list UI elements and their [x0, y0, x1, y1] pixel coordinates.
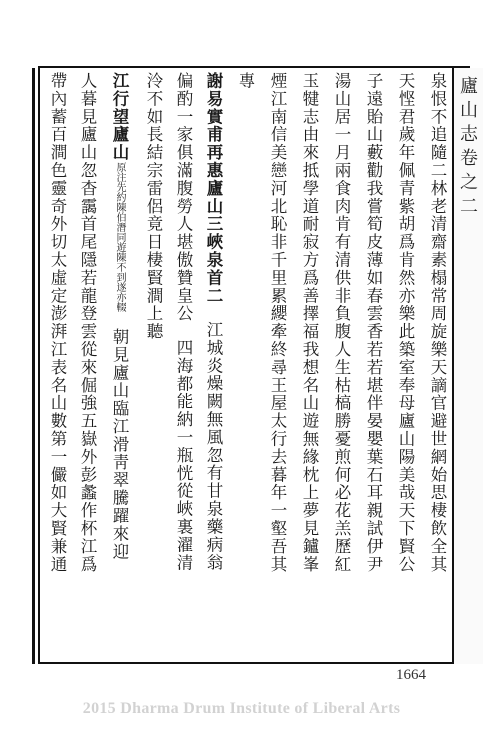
- page-number: 1664: [396, 667, 426, 683]
- poem-line: 四海都能納一瓶恍從峽裏濯清: [174, 338, 193, 572]
- text-column-12: 人暮見廬山忽杳靄首尾隱若龍登雲從來倔強五嶽外彭蠡作杯江爲: [78, 72, 97, 574]
- text-column-7: 專: [236, 72, 255, 90]
- poem-title: 江行望廬山: [110, 72, 129, 162]
- book-title-header: 廬山志卷之二: [457, 76, 478, 220]
- text-column-13: 帶內蓄百澗色靈奇外切太虛定澎湃江表名山數第一儼如大賢兼通: [48, 72, 67, 574]
- poem-line: 偏酌一家俱滿腹勞人堪傲贊皇公: [174, 72, 193, 323]
- poem-line: 朝見廬山臨江滑靑翠騰躍來迎: [110, 327, 129, 561]
- annotation-note-2: 遊陳不到遂亦輟: [114, 241, 125, 312]
- text-column-3: 子遠貽山藪勸我嘗筍皮薄如春雲香若若堪伴晏嬰葉石耳親試伊尹: [364, 72, 383, 574]
- poem-title-column-1: [202, 72, 224, 656]
- poem-title: 謝易實甫再惠廬山三峽泉首二: [204, 72, 223, 305]
- text-column-9: [172, 72, 194, 656]
- watermark: 2015 Dharma Drum Institute of Liberal Arts: [82, 700, 401, 717]
- text-column-5: 玉犍志由來抵學道耐寂方爲善擇福我想名山遊無緣枕上夢見鑪峯: [300, 72, 319, 574]
- text-column-4: 湯山居一月兩食肉肯有清供非負腹人生枯槁勝憂煎何必花羔歷紅: [332, 72, 351, 574]
- text-column-2: 天悭君歲年佩青紫胡爲肯然亦樂此築室奉母廬山陽美哉天下賢公: [396, 72, 415, 574]
- poem-line: 江城炎燥闕無風忽有甘泉藥病翁: [204, 320, 223, 572]
- text-column-10: 泠不如長結宗雷侶竟日棲賢澗上聽: [144, 72, 163, 341]
- text-column-1: 泉恨不追隨二林老清齋素榻常周旋樂天謫官避世網始思棲飲全其: [428, 72, 447, 574]
- text-column-6: 煙江南信美戀河北恥非千里累纓牽終尋王屋太行去暮年一壑吾其: [268, 72, 287, 574]
- poem-title-column-2: [108, 72, 130, 656]
- left-border-line: [32, 68, 35, 664]
- annotation-note-1: 原注先約陳伯潛同: [114, 161, 125, 242]
